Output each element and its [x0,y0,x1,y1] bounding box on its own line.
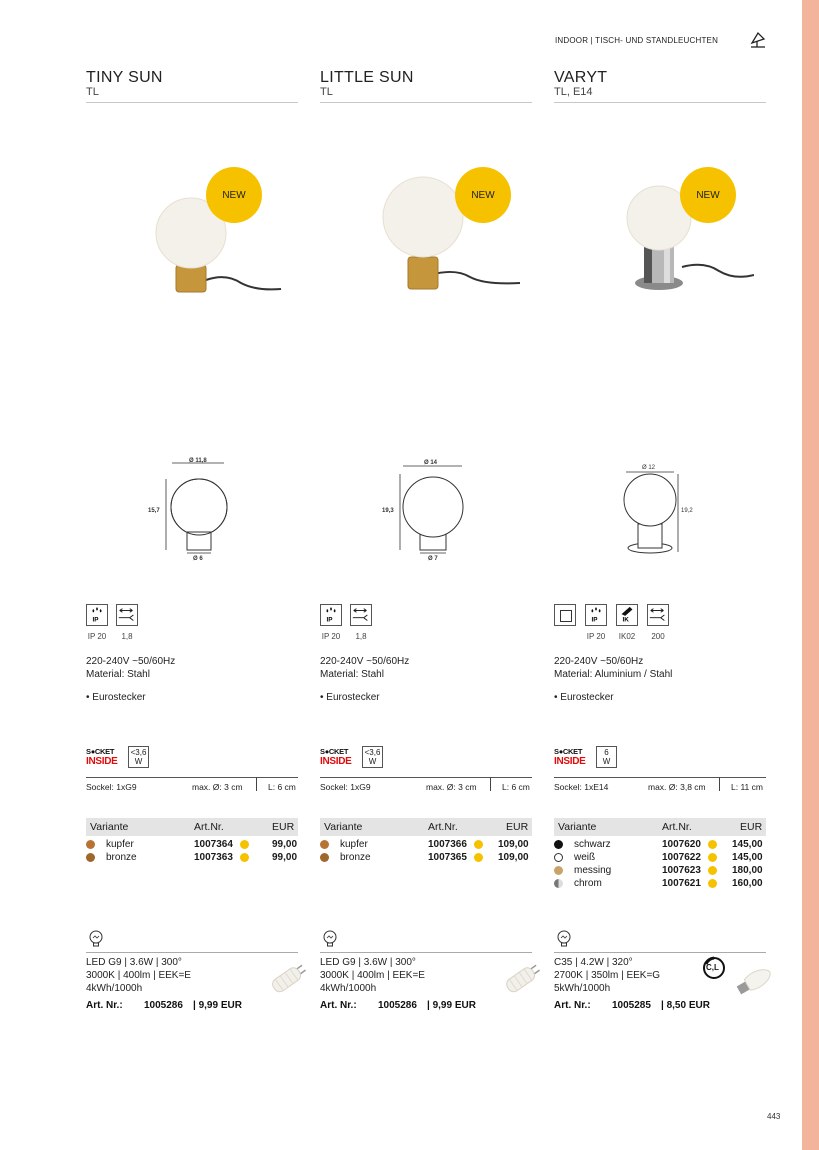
max-diameter-text: max. Ø: 3,8 cm [648,782,706,792]
lamp-spec: C35 | 4.2W | 320° 2700K | 350lm | EEK=G 5kWh/1000h [554,957,661,994]
ik-label: IK02 [618,632,636,641]
product-column-tiny-sun: TINY SUN TL NEW Ø 11,8 15,7 Ø 6 IP IP 20 1,8 220-240V ~50/60Hz Material: Stahl • Eurostecker S●CKET INSIDE <3,6 W Sockel: 1xG9 max. Ø: 3 cm L: 6 cm Variante Art.Nr. EUR kupfer 1007364 99,00 bronze 1007363 99,00 LED G9 | 3.6W | 300° 3000K | 400lm | EEK=E 4kWh/1000h Art. Nr.: 1005286 | 9,99 EUR [86,0,300,1150]
product-column-varyt: VARYT TL, E14 NEW Ø 12 19,2 IP IP 20 IK IK02 200 220-240V ~50/60Hz Material: Aluminium / Stahl • Eurostecker S●CKET INSIDE 6 W Sockel: 1xE14 max. Ø: 3,8 cm L: 11 cm Variante Art.Nr. EUR schwarz 1007620 145,00 weiß 1007622 145,00 messing 1007623 180,00 chrom 1007621 160,00 C35 | 4.2W | 320° 2700K | 350lm | EEK=G 5kWh/1000h C,L Art. Nr.: 1005285 | 8,50 EUR [554,0,768,1150]
color-swatch [554,879,563,888]
availability-dot [240,853,249,862]
socket-inside-logo: S●CKET INSIDE [320,747,352,767]
ik-icon [616,604,638,626]
color-swatch [554,840,563,849]
availability-dot [708,866,717,875]
color-swatch [320,840,329,849]
variant-table [86,818,298,864]
new-badge: NEW [680,167,736,223]
color-swatch [320,853,329,862]
class-2-icon [554,604,576,626]
availability-dot [708,853,717,862]
divider [320,777,532,778]
divider [320,952,532,953]
length-text: L: 11 cm [731,782,763,792]
table-header: Variante Art.Nr. EUR [554,818,766,836]
lamp-image [258,960,318,1000]
voltage-text: 220-240V ~50/60Hz [86,656,176,667]
product-title: TINY SUN [86,69,163,86]
dim-bottom-label: Ø 7 [428,556,438,562]
availability-dot [240,840,249,849]
cable-length-icon [350,604,372,626]
table-header: Variante Art.Nr. EUR [86,818,298,836]
material-text: Material: Stahl [86,669,150,680]
table-row[interactable]: chrom 1007621 160,00 [554,877,766,890]
new-badge: NEW [455,167,511,223]
dimension-drawing [320,452,534,577]
page-number: 443 [767,1112,781,1121]
material-text: Material: Aluminium / Stahl [554,669,673,680]
availability-dot [474,840,483,849]
sockel-text: Sockel: 1xE14 [554,782,609,792]
bulb-icon [556,930,572,948]
lamp-image [492,960,552,1000]
separator [490,777,491,791]
plug-bullet: • Eurostecker [554,692,614,703]
dim-height-label: 15,7 [148,508,160,514]
ip-label: IP 20 [586,632,606,641]
table-row[interactable]: kupfer 1007366 109,00 [320,838,532,851]
dim-top-label: Ø 14 [424,460,438,466]
side-color-stripe [802,0,819,1150]
divider [86,777,298,778]
color-swatch [554,853,563,862]
candle-lamp-image [726,960,786,1000]
spec-block [86,655,175,681]
ip-icon [86,604,108,626]
svg-text:IP: IP [92,616,99,624]
variant-table [554,818,766,890]
divider [86,952,298,953]
lamp-spec: LED G9 | 3.6W | 300° 3000K | 400lm | EEK=E 4kWh/1000h [86,957,191,994]
dimension-drawing [554,452,768,577]
dimmable-badge-icon: C,L [702,956,726,980]
divider [554,102,766,103]
breadcrumb: INDOOR | TISCH- UND STANDLEUCHTEN [555,36,719,45]
wattage-box: <3,6 W [362,746,383,768]
table-row[interactable]: bronze 1007365 109,00 [320,851,532,864]
color-swatch [86,853,95,862]
product-subtitle: TL [320,86,333,98]
bulb-icon [322,930,338,948]
color-swatch [554,866,563,875]
table-row[interactable]: weiß 1007622 145,00 [554,851,766,864]
table-row[interactable]: kupfer 1007364 99,00 [86,838,298,851]
divider [554,777,766,778]
table-row[interactable]: messing 1007623 180,00 [554,864,766,877]
cable-length-label: 200 [651,632,665,641]
svg-text:IK: IK [622,616,629,624]
svg-text:IP: IP [591,616,598,624]
divider [86,102,298,103]
availability-dot [474,853,483,862]
ip-label: IP 20 [321,632,341,641]
wattage-box: <3,6 W [128,746,149,768]
product-column-little-sun: LITTLE SUN TL NEW Ø 14 19,3 Ø 7 IP IP 20 1,8 220-240V ~50/60Hz Material: Stahl • Eurostecker S●CKET INSIDE <3,6 W Sockel: 1xG9 max. Ø: 3 cm L: 6 cm Variante Art.Nr. EUR kupfer 1007366 109,00 bronze 1007365 109,00 LED G9 | 3.6W | 300° 3000K | 400lm | EEK=E 4kWh/1000h Art. Nr.: 1005286 | 9,99 EUR [320,0,534,1150]
table-header: Variante Art.Nr. EUR [320,818,532,836]
sockel-text: Sockel: 1xG9 [86,782,137,792]
voltage-text: 220-240V ~50/60Hz [320,656,410,667]
dim-height-label: 19,2 [681,508,693,514]
lamp-spec: LED G9 | 3.6W | 300° 3000K | 400lm | EEK=E 4kWh/1000h [320,957,425,994]
dim-bottom-label: Ø 6 [193,556,203,562]
availability-dot [708,879,717,888]
variant-table [320,818,532,864]
length-text: L: 6 cm [268,782,296,792]
plug-bullet: • Eurostecker [86,692,146,703]
ip-icon [585,604,607,626]
product-title: VARYT [554,69,608,86]
product-title: LITTLE SUN [320,69,414,86]
table-row[interactable]: bronze 1007363 99,00 [86,851,298,864]
dim-top-label: Ø 11,8 [189,458,207,464]
color-swatch [86,840,95,849]
svg-text:IP: IP [326,616,333,624]
material-text: Material: Stahl [320,669,384,680]
plug-bullet: • Eurostecker [320,692,380,703]
socket-inside-logo: S●CKET INSIDE [86,747,118,767]
divider [554,952,766,953]
cable-length-label: 1,8 [355,632,367,641]
cable-length-icon [647,604,669,626]
length-text: L: 6 cm [502,782,530,792]
voltage-text: 220-240V ~50/60Hz [554,656,644,667]
bulb-icon [88,930,104,948]
sockel-text: Sockel: 1xG9 [320,782,371,792]
product-subtitle: TL, E14 [554,86,593,98]
cable-length-icon [116,604,138,626]
availability-dot [708,840,717,849]
dimension-drawing [86,452,300,577]
dim-top-label: Ø 12 [642,465,656,471]
separator [719,777,720,791]
separator [256,777,257,791]
dim-height-label: 19,3 [382,508,394,514]
ip-icon [320,604,342,626]
product-subtitle: TL [86,86,99,98]
ip-label: IP 20 [87,632,107,641]
max-diameter-text: max. Ø: 3 cm [426,782,477,792]
table-row[interactable]: schwarz 1007620 145,00 [554,838,766,851]
new-badge: NEW [206,167,262,223]
socket-inside-logo: S●CKET INSIDE [554,747,586,767]
cable-length-label: 1,8 [121,632,133,641]
spec-block [320,655,409,681]
max-diameter-text: max. Ø: 3 cm [192,782,243,792]
divider [320,102,532,103]
spec-block [554,655,672,681]
wattage-box: 6 W [596,746,617,768]
